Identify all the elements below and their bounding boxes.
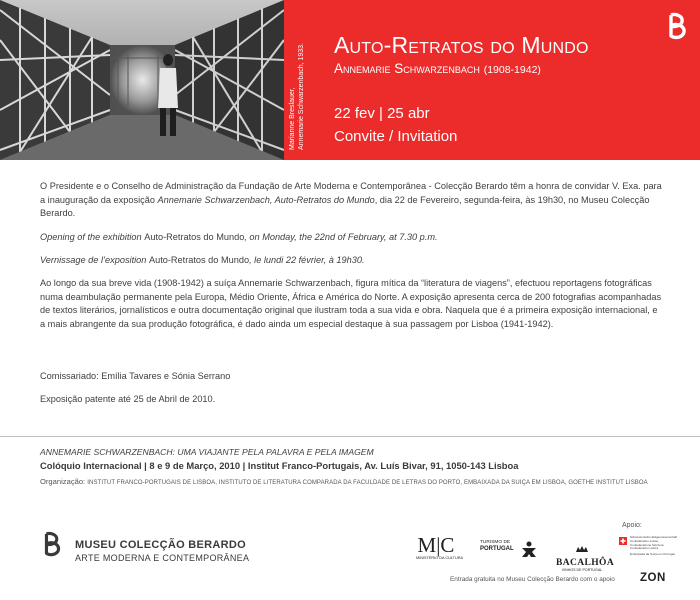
invitation-header — [0, 0, 700, 160]
section-divider — [0, 436, 700, 437]
vernissage-exhibition-name: Auto-Retratos do Mundo — [148, 255, 250, 265]
intro-text-2: , dia 22 de Fevereiro, segunda-feira, às 19h30, no Museu Colecção Berardo. — [40, 194, 650, 218]
french-vernissage-line — [40, 254, 662, 268]
english-opening-line — [40, 231, 662, 245]
museum-logo-icon — [40, 530, 64, 560]
swiss-flag-icon — [619, 537, 627, 545]
swiss-line3: Confederazione Svizzera — [630, 542, 664, 547]
photo-caption-line1: Marianne Breslauer, — [289, 87, 296, 150]
swiss-line1: Schweizerische Eidgenossenschaft — [630, 535, 678, 539]
title-band — [312, 0, 700, 160]
colloquium-details: Colóquio Internacional | 8 e 9 de Março, 2010 | Institut Franco-Portugais, Av. Luís Bivar, 91, 1050-143 Lisboa — [40, 460, 519, 471]
ministry-mark: M|C — [417, 533, 455, 557]
bacalhoa-logo — [556, 540, 615, 572]
vernissage-text-2: , le lundi 22 février, à 19h30. — [249, 255, 365, 265]
turismo-line2: PORTUGAL — [480, 546, 514, 552]
turismo-emblem-icon — [520, 540, 538, 558]
artist-name — [334, 61, 541, 78]
colloquium-organizers — [40, 476, 648, 489]
opening-text-1: Opening of the exhibition — [40, 232, 145, 242]
organizers-list: INSTITUT FRANCO-PORTUGAIS DE LISBOA, INSTITUTO DE LITERATURA COMPARADA DA FACULDADE DE LETRAS DO PORTO, EMBAIXADA DA SUIÇA EM LISBOA, GOETHE INSTITUT LISBOA — [87, 480, 648, 486]
intro-exhibition-name: Annemarie Schwarzenbach, Auto-Retratos do Mundo — [157, 194, 375, 205]
free-entry-note: Entrada gratuita no Museu Colecção Berardo com o apoio — [450, 576, 615, 583]
turismo-line1: TURISMO DE — [480, 540, 511, 545]
artist-name-text: Annemarie Schwarzenbach — [334, 61, 480, 76]
swiss-embassy-logo — [619, 535, 679, 567]
ministry-label: MINISTÉRIO DA CULTURA — [416, 556, 463, 560]
colloquium-title: ANNEMARIE SCHWARZENBACH: UMA VIAJANTE PELA PALAVRA E PELA IMAGEM — [40, 447, 374, 457]
bridge-photograph — [0, 0, 284, 160]
invitation-label: Convite / Invitation — [334, 128, 458, 145]
artist-years: (1908-1942) — [483, 64, 541, 76]
bacalhoa-label: VINHOS DE PORTUGAL — [561, 568, 603, 572]
support-label: Apoio: — [622, 522, 642, 529]
organizers-label: Organização: — [40, 477, 88, 486]
swiss-line5: Embaixada da Suíça em Portugal — [630, 552, 675, 557]
exhibition-title: Auto-Retratos do Mundo — [334, 32, 589, 58]
exhibition-description: Ao longo da sua breve vida (1908-1942) a suíça Annemarie Schwarzenbach, figura mítica da “literatura de viagens”, efectuou reportagens fotográficas numa deambulação permanente pela Europa, Médio Oriente, África e América do Norte. A exposição apresenta cerca de 200 fotografias acompanhadas de textos literários, jornalísticos e outra documentação original que ilustram toda a sua vida e obra. Naquela que é a primeira exposição internacional, e a mais abrangente da sua produção fotográfica, é dado ainda um especial destaque à sua passagem por Lisboa (1941-1942). — [40, 278, 662, 329]
turismo-de-portugal-logo — [480, 540, 538, 564]
bacalhoa-mark: BACALHÔA — [556, 558, 615, 568]
exhibition-dates: 22 fev | 25 abr — [334, 105, 430, 122]
curators-line: Comissariado: Emília Tavares e Sónia Serrano — [40, 371, 231, 381]
invitation-paragraph — [40, 180, 662, 221]
zon-logo: ZON — [640, 572, 666, 584]
photo-caption-line2: Annemarie Schwarzenbach, 1933. — [298, 42, 305, 150]
opening-text-2: , on Monday, the 22nd of February, at 7.30 p.m. — [244, 232, 438, 242]
ministry-of-culture-logo — [416, 533, 463, 565]
museum-name: MUSEU COLECÇÃO BERARDO — [75, 539, 246, 551]
swiss-line2: Confédération suisse — [630, 538, 659, 543]
bacalhoa-emblem-icon — [575, 545, 589, 553]
opening-exhibition-name: Auto-Retratos do Mundo — [144, 232, 245, 242]
exhibition-end-date: Exposição patente até 25 de Abril de 2010. — [40, 394, 216, 404]
photo-caption — [284, 0, 312, 160]
swiss-line4: Confederaziun svizra — [630, 546, 659, 551]
intro-text-1: O Presidente e o Conselho de Administração da Fundação de Arte Moderna e Contemporânea - Colecção Berardo têm a honra de convidar V. Exa. para a inauguração da exposição — [40, 181, 662, 205]
museum-subtitle: ARTE MODERNA E CONTEMPORÂNEA — [75, 553, 250, 563]
vernissage-text-1: Vernissage de l’exposition — [40, 255, 149, 265]
museum-logo-icon — [664, 12, 690, 42]
